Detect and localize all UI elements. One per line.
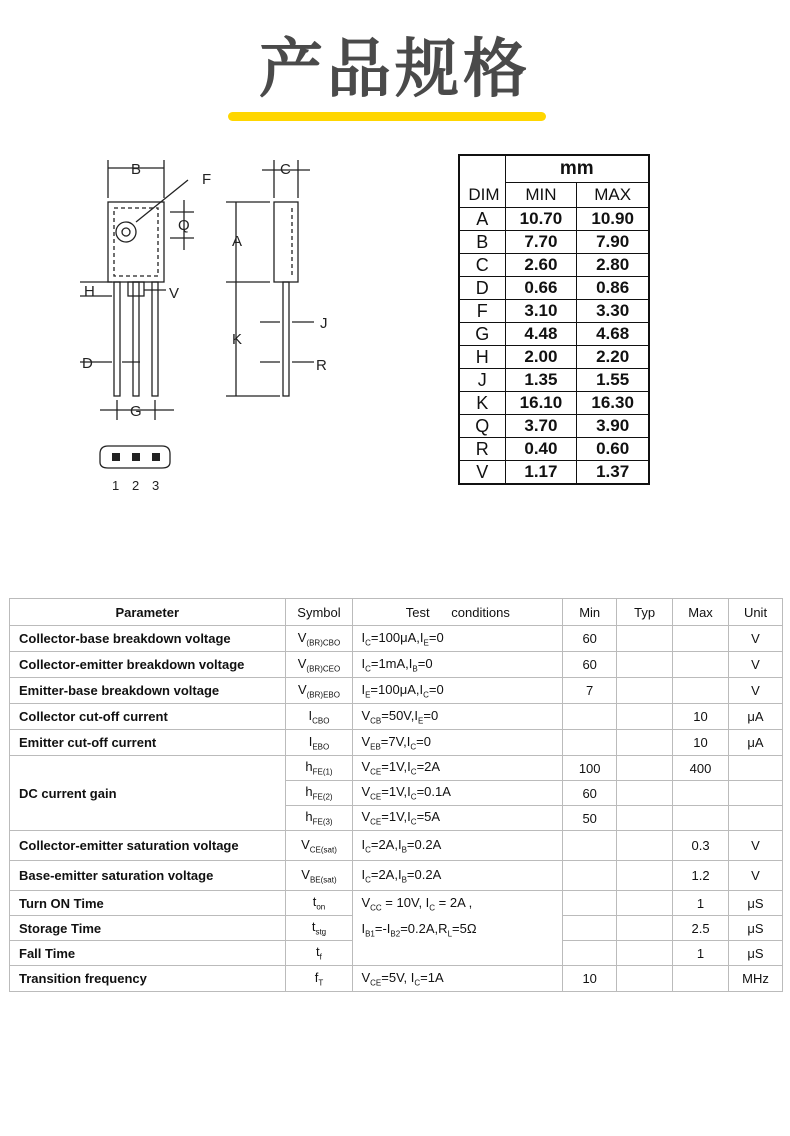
condition-cell: [353, 781, 563, 806]
max-cell: 1.2: [673, 861, 729, 891]
parameter-cell: Turn ON Time: [10, 891, 286, 916]
condition-text: =1V,I: [381, 759, 411, 775]
condition-text: =0.2A: [406, 866, 442, 882]
condition-subscript: CB: [370, 716, 382, 726]
label-H: H: [84, 283, 95, 300]
dim-min-cell: 3.10: [505, 300, 577, 323]
typ-cell: [617, 966, 673, 992]
table-row: [10, 831, 783, 861]
dim-min-cell: 0.66: [505, 277, 577, 300]
min-cell: 60: [563, 781, 617, 806]
condition-text: =0: [423, 707, 439, 723]
header-max: Max: [673, 599, 729, 626]
label-Q: Q: [178, 217, 190, 234]
max-cell: 400: [673, 756, 729, 781]
condition-subscript: E: [423, 638, 429, 648]
typ-cell: [617, 916, 673, 941]
dim-max-cell: 2.80: [577, 254, 649, 277]
condition-cell: [353, 626, 563, 652]
symbol-subscript: EBO: [312, 742, 330, 752]
symbol-text: V: [297, 681, 307, 697]
symbol-text: t: [311, 919, 316, 935]
symbol-text: h: [305, 784, 313, 800]
header-min: Min: [563, 599, 617, 626]
symbol-cell: [285, 831, 353, 861]
condition-cell: [353, 831, 563, 861]
parameter-cell: Fall Time: [10, 941, 286, 966]
symbol-subscript: T: [318, 978, 324, 988]
condition-subscript: B: [412, 664, 418, 674]
dim-dim-cell: F: [459, 300, 505, 323]
condition-subscript: C: [410, 817, 417, 827]
title-underline-bar: [228, 112, 546, 121]
parameter-cell: Emitter cut-off current: [10, 730, 286, 756]
min-cell: [563, 916, 617, 941]
dim-max-cell: 1.37: [577, 461, 649, 485]
condition-text: I: [361, 681, 366, 697]
min-cell: 60: [563, 652, 617, 678]
dim-min-cell: 3.70: [505, 415, 577, 438]
symbol-text: V: [301, 866, 310, 882]
condition-text: =-I: [374, 920, 391, 936]
dim-min-cell: 16.10: [505, 392, 577, 415]
label-A: A: [232, 233, 243, 250]
unit-cell: μA: [729, 704, 783, 730]
symbol-cell: [285, 781, 353, 806]
min-cell: [563, 891, 617, 916]
condition-cell: [353, 861, 563, 891]
condition-text: V: [361, 969, 371, 985]
unit-header: mm: [505, 155, 649, 183]
min-cell: 60: [563, 626, 617, 652]
condition-text: I: [361, 629, 366, 645]
min-cell: [563, 831, 617, 861]
min-cell: [563, 861, 617, 891]
header-symbol: Symbol: [285, 599, 353, 626]
max-cell: 1: [673, 891, 729, 916]
unit-cell: V: [729, 831, 783, 861]
max-cell: 2.5: [673, 916, 729, 941]
condition-subscript: CE: [370, 792, 382, 802]
typ-cell: [617, 704, 673, 730]
electrical-characteristics-table: [9, 598, 783, 992]
label-V: V: [169, 285, 180, 302]
parameter-cell: Collector-emitter saturation voltage: [10, 831, 286, 861]
condition-text: = 2A ,: [435, 895, 473, 910]
table-row: [10, 966, 783, 992]
dim-dim-cell: A: [459, 208, 505, 231]
min-cell: [563, 941, 617, 966]
condition-cell: [353, 966, 563, 992]
max-cell: [673, 652, 729, 678]
symbol-cell: [285, 916, 353, 941]
max-cell: [673, 966, 729, 992]
symbol-subscript: (BR)EBO: [306, 690, 340, 700]
condition-text: =0.1A: [416, 784, 451, 800]
parameter-cell: Storage Time: [10, 916, 286, 941]
dim-dim-cell: H: [459, 346, 505, 369]
parameter-cell: Collector-emitter breakdown voltage: [10, 652, 286, 678]
dim-dim-cell: K: [459, 392, 505, 415]
condition-text: V: [361, 733, 371, 749]
side-pin: [283, 282, 289, 396]
parameter-cell: Base-emitter saturation voltage: [10, 861, 286, 891]
symbol-cell: [285, 756, 353, 781]
typ-cell: [617, 678, 673, 704]
page-title: 产品规格: [259, 33, 531, 107]
pin-2: [133, 282, 139, 396]
condition-text: I: [361, 866, 366, 882]
dim-min-cell: 7.70: [505, 231, 577, 254]
table-header-row: [10, 599, 783, 626]
symbol-subscript: on: [316, 902, 326, 912]
dim-max-cell: 0.86: [577, 277, 649, 300]
symbol-text: V: [301, 836, 310, 852]
symbol-text: t: [312, 894, 317, 910]
condition-subscript: CE: [370, 767, 382, 777]
condition-subscript: C: [423, 690, 429, 700]
condition-subscript: CC: [370, 903, 382, 913]
condition-text: =2A,I: [370, 866, 402, 882]
symbol-subscript: BE(sat): [309, 875, 337, 885]
dimension-row: [459, 415, 649, 438]
dim-min-cell: 10.70: [505, 208, 577, 231]
dim-max-cell: 3.30: [577, 300, 649, 323]
condition-subscript: C: [410, 792, 417, 802]
parameter-cell: Emitter-base breakdown voltage: [10, 678, 286, 704]
max-cell: 10: [673, 730, 729, 756]
condition-text: =1mA,I: [370, 655, 413, 671]
condition-text: =0.2A: [406, 836, 442, 852]
max-cell: 0.3: [673, 831, 729, 861]
min-cell: 7: [563, 678, 617, 704]
unit-cell: [729, 806, 783, 831]
col-dim-header: DIM: [468, 185, 500, 204]
pin-1: [114, 282, 120, 396]
dim-dim-cell: J: [459, 369, 505, 392]
symbol-subscript: (BR)CBO: [306, 638, 341, 648]
symbol-subscript: CE(sat): [309, 845, 337, 855]
symbol-cell: [285, 941, 353, 966]
min-cell: 10: [563, 966, 617, 992]
side-body: [274, 202, 298, 282]
min-cell: 50: [563, 806, 617, 831]
dimension-row: [459, 231, 649, 254]
condition-text: V: [361, 707, 371, 723]
symbol-subscript: (BR)CEO: [306, 664, 341, 674]
typ-cell: [617, 806, 673, 831]
table-row: [10, 861, 783, 891]
table-row: [10, 756, 783, 781]
unit-cell: μS: [729, 916, 783, 941]
dimension-row: [459, 392, 649, 415]
dim-min-cell: 4.48: [505, 323, 577, 346]
typ-cell: [617, 626, 673, 652]
dim-max-cell: 3.90: [577, 415, 649, 438]
dim-dim-cell: G: [459, 323, 505, 346]
parameter-cell: Collector-base breakdown voltage: [10, 626, 286, 652]
dim-max-cell: 0.60: [577, 438, 649, 461]
center-pin-base: [128, 282, 144, 296]
condition-text: =0: [428, 629, 444, 645]
symbol-subscript: stg: [315, 927, 327, 937]
switching-condition-line-1: [361, 895, 558, 913]
condition-text: V: [361, 809, 371, 825]
dim-max-cell: 4.68: [577, 323, 649, 346]
condition-text: I: [361, 655, 366, 671]
typ-cell: [617, 730, 673, 756]
condition-text: =100μA,I: [370, 629, 424, 645]
table-row: [10, 704, 783, 730]
dimension-row: [459, 461, 649, 485]
condition-text: =2A,I: [370, 836, 402, 852]
parameter-cell: Transition frequency: [10, 966, 286, 992]
condition-text: =0: [417, 655, 433, 671]
condition-text: =0.2A,R: [400, 920, 448, 936]
unit-cell: V: [729, 861, 783, 891]
condition-subscript: C: [429, 903, 436, 913]
table-row: [10, 678, 783, 704]
condition-text: V: [361, 784, 371, 800]
condition-subscript: E: [365, 690, 371, 700]
symbol-cell: [285, 966, 353, 992]
header-typ: Typ: [617, 599, 673, 626]
dim-max-cell: 1.55: [577, 369, 649, 392]
switching-condition-line-2: [361, 921, 558, 939]
label-G: G: [130, 403, 142, 420]
condition-subscript: C: [410, 742, 417, 752]
dimension-row: [459, 208, 649, 231]
dim-min-cell: 2.60: [505, 254, 577, 277]
unit-cell: [729, 781, 783, 806]
typ-cell: [617, 941, 673, 966]
symbol-subscript: f: [319, 952, 322, 962]
condition-subscript: C: [365, 664, 371, 674]
condition-subscript: C: [414, 978, 421, 988]
symbol-cell: [285, 652, 353, 678]
condition-text: = 10V, I: [381, 895, 430, 910]
label-D: D: [82, 355, 93, 372]
unit-cell: V: [729, 626, 783, 652]
condition-text: =5Ω: [452, 920, 477, 936]
label-K: K: [232, 331, 243, 348]
table-row: [10, 626, 783, 652]
label-J: J: [320, 315, 328, 332]
pin-pads: [112, 453, 160, 461]
condition-subscript: B2: [390, 929, 401, 939]
header-parameter: Parameter: [10, 599, 286, 626]
condition-text: =50V,I: [381, 707, 419, 723]
label-F: F: [202, 171, 212, 188]
unit-cell: μS: [729, 891, 783, 916]
condition-subscript: L: [447, 929, 453, 939]
symbol-cell: [285, 861, 353, 891]
label-B: B: [131, 161, 142, 178]
condition-text: =1V,I: [381, 784, 411, 800]
electrical-rows: [10, 626, 783, 992]
dim-min-cell: 1.17: [505, 461, 577, 485]
mounting-hole-inner: [122, 228, 130, 236]
pin-number-3: 3: [152, 478, 160, 493]
unit-cell: V: [729, 678, 783, 704]
mounting-hole: [116, 222, 136, 242]
dim-max-cell: 10.90: [577, 208, 649, 231]
symbol-cell: [285, 806, 353, 831]
condition-text: I: [361, 836, 366, 852]
dimension-row: [459, 254, 649, 277]
dim-dim-cell: D: [459, 277, 505, 300]
condition-subscript: EB: [370, 742, 381, 752]
header-test-conditions: Test conditions: [353, 599, 563, 626]
condition-text: =0: [428, 681, 444, 697]
dimension-row: [459, 323, 649, 346]
max-cell: 1: [673, 941, 729, 966]
condition-text: =1A: [420, 969, 444, 985]
dimension-row: [459, 346, 649, 369]
symbol-subscript: FE(1): [312, 767, 333, 777]
switching-condition-cell: [353, 891, 563, 966]
parameter-cell: DC current gain: [10, 756, 286, 831]
max-cell: [673, 678, 729, 704]
max-cell: [673, 781, 729, 806]
dimension-row: [459, 438, 649, 461]
pin-number-1: 1: [112, 478, 120, 493]
condition-cell: [353, 730, 563, 756]
condition-text: V: [361, 895, 371, 910]
dim-dim-cell: C: [459, 254, 505, 277]
typ-cell: [617, 891, 673, 916]
dim-max-cell: 2.20: [577, 346, 649, 369]
dim-dim-cell: Q: [459, 415, 505, 438]
condition-text: =100μA,I: [370, 681, 424, 697]
col-min-header: MIN: [505, 183, 577, 208]
dim-dim-cell: R: [459, 438, 505, 461]
condition-subscript: C: [365, 845, 371, 855]
unit-cell: μS: [729, 941, 783, 966]
condition-text: =5A: [416, 809, 441, 825]
condition-subscript: C: [365, 875, 371, 885]
condition-cell: [353, 678, 563, 704]
symbol-subscript: FE(2): [312, 792, 333, 802]
condition-text: =5V, I: [381, 969, 415, 985]
symbol-text: t: [316, 944, 320, 960]
typ-cell: [617, 831, 673, 861]
pin-number-2: 2: [132, 478, 140, 493]
symbol-text: f: [314, 969, 319, 985]
typ-cell: [617, 756, 673, 781]
condition-text: V: [361, 759, 371, 775]
dim-dim-cell: V: [459, 461, 505, 485]
dim-dim-cell: B: [459, 231, 505, 254]
condition-subscript: E: [418, 716, 424, 726]
symbol-subscript: FE(3): [312, 817, 333, 827]
min-cell: [563, 730, 617, 756]
header-unit: Unit: [729, 599, 783, 626]
condition-subscript: B1: [365, 929, 375, 939]
package-outline-drawing: [70, 150, 370, 500]
condition-cell: [353, 806, 563, 831]
symbol-cell: [285, 626, 353, 652]
unit-cell: MHz: [729, 966, 783, 992]
dimension-row: [459, 277, 649, 300]
condition-text: =0: [416, 733, 431, 749]
label-C: C: [280, 161, 291, 178]
max-cell: 10: [673, 704, 729, 730]
dim-min-cell: 2.00: [505, 346, 577, 369]
front-body-inner: [114, 208, 158, 276]
table-row: [10, 730, 783, 756]
pin-3: [152, 282, 158, 396]
condition-subscript: C: [365, 638, 371, 648]
symbol-cell: [285, 891, 353, 916]
condition-text: I: [361, 920, 366, 936]
unit-cell: μA: [729, 730, 783, 756]
dimension-row: [459, 369, 649, 392]
unit-cell: [729, 756, 783, 781]
table-row: [10, 891, 783, 916]
parameter-cell: Collector cut-off current: [10, 704, 286, 730]
dim-max-cell: 7.90: [577, 231, 649, 254]
table-row: [10, 652, 783, 678]
symbol-cell: [285, 730, 353, 756]
symbol-text: V: [297, 629, 307, 645]
dim-min-cell: 1.35: [505, 369, 577, 392]
condition-subscript: B: [401, 875, 407, 885]
min-cell: 100: [563, 756, 617, 781]
symbol-text: I: [308, 733, 313, 749]
dim-max-cell: 16.30: [577, 392, 649, 415]
max-cell: [673, 806, 729, 831]
max-cell: [673, 626, 729, 652]
symbol-text: h: [305, 759, 313, 775]
condition-subscript: CE: [370, 978, 382, 988]
condition-cell: [353, 756, 563, 781]
front-body: [108, 202, 164, 282]
condition-cell: [353, 704, 563, 730]
condition-text: =2A: [416, 759, 441, 775]
symbol-text: V: [297, 655, 307, 671]
dim-min-cell: 0.40: [505, 438, 577, 461]
label-R: R: [316, 357, 327, 374]
symbol-cell: [285, 678, 353, 704]
symbol-text: I: [308, 707, 313, 723]
condition-subscript: B: [401, 845, 407, 855]
package-drawing-svg: [70, 150, 370, 500]
condition-subscript: CE: [370, 817, 382, 827]
symbol-cell: [285, 704, 353, 730]
typ-cell: [617, 652, 673, 678]
condition-subscript: C: [410, 767, 417, 777]
dimension-rows: [459, 208, 649, 485]
min-cell: [563, 704, 617, 730]
typ-cell: [617, 781, 673, 806]
dimension-row: [459, 300, 649, 323]
typ-cell: [617, 861, 673, 891]
condition-text: =1V,I: [381, 809, 411, 825]
unit-cell: V: [729, 652, 783, 678]
symbol-text: h: [305, 809, 313, 825]
col-max-header: MAX: [577, 183, 649, 208]
symbol-subscript: CBO: [312, 716, 330, 726]
condition-cell: [353, 652, 563, 678]
condition-text: =7V,I: [380, 733, 411, 749]
